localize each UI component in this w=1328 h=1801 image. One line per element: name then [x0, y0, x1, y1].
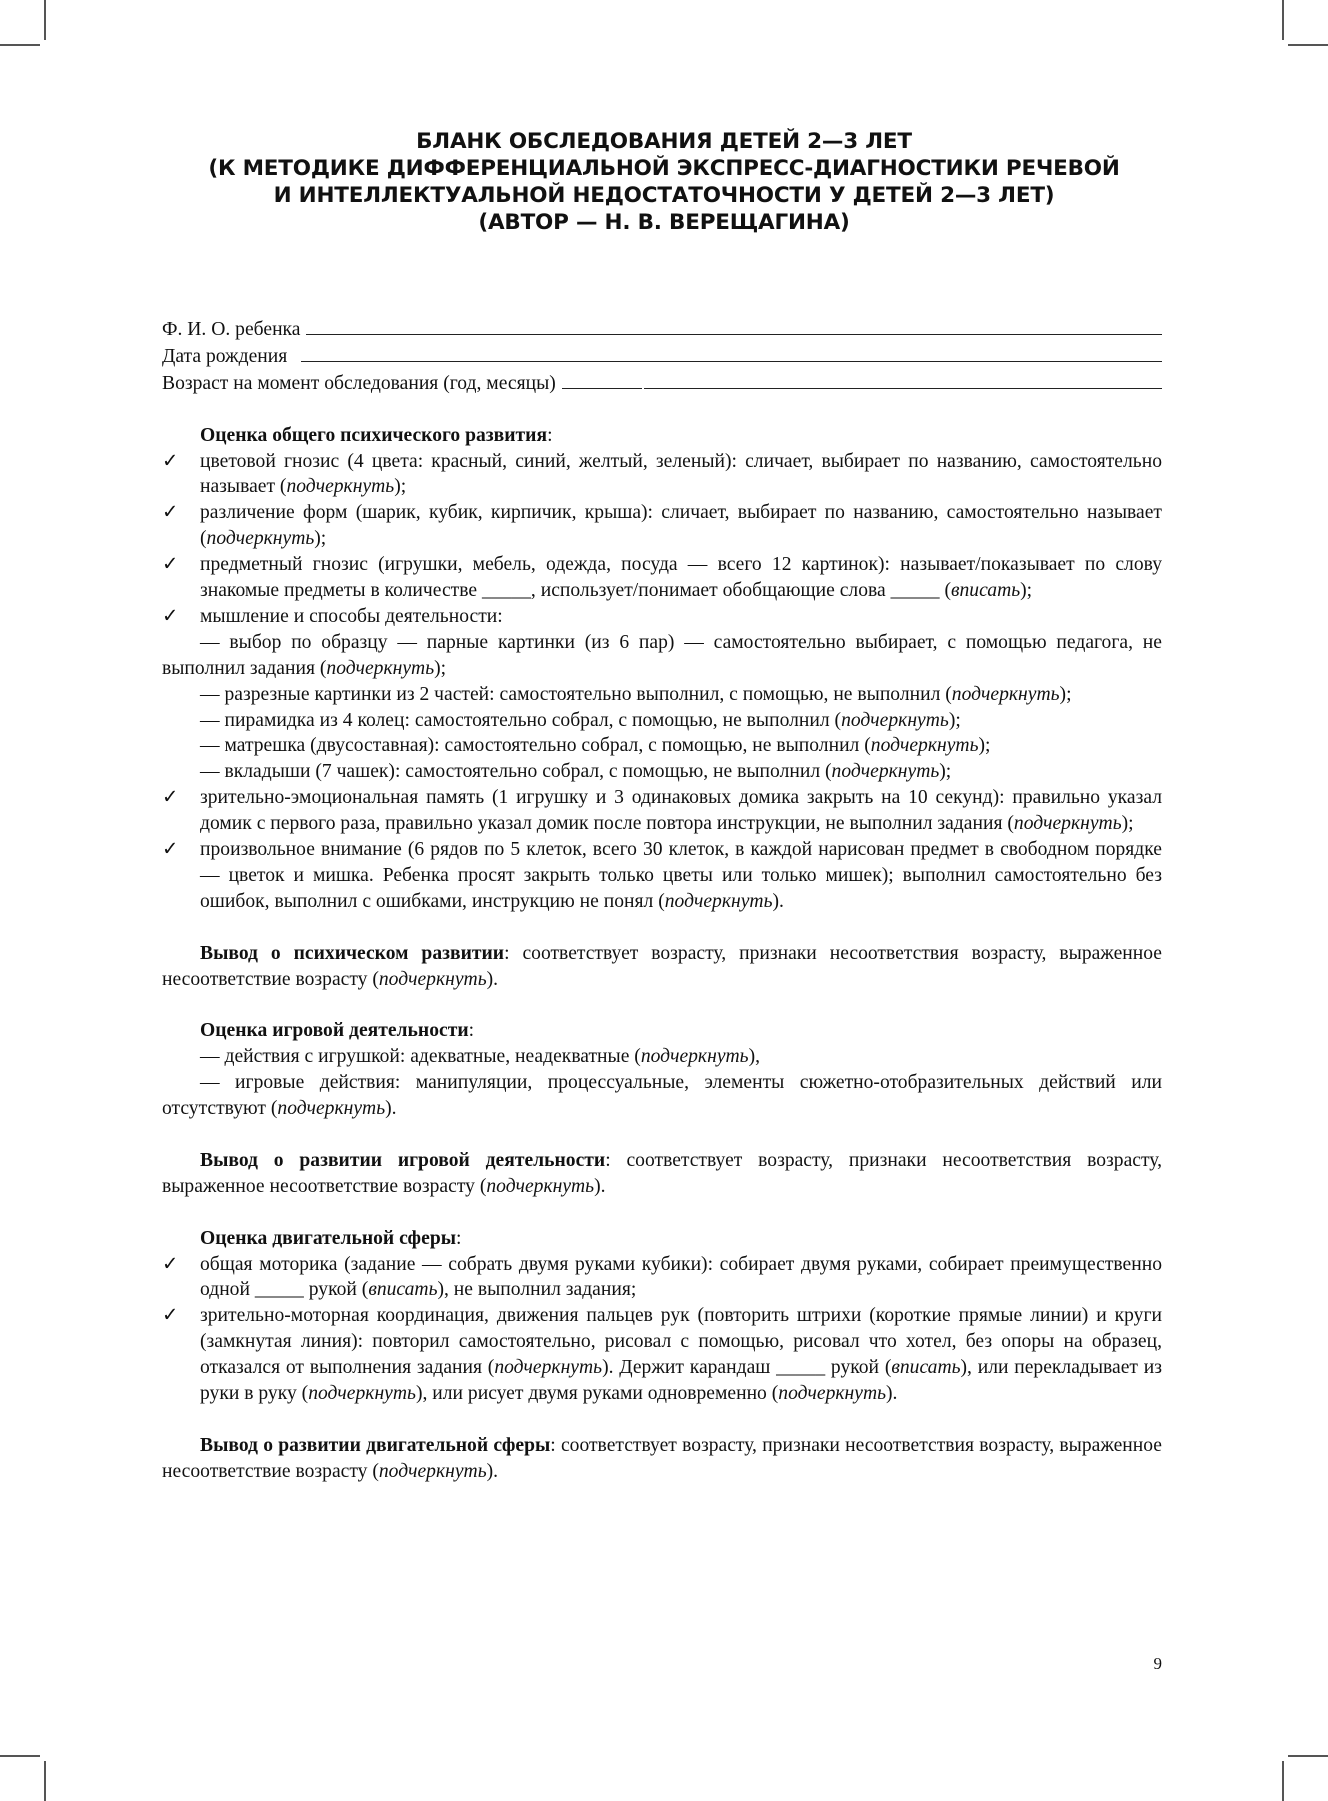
conclusion-paragraph: Вывод о развитии игровой деятельности: соответствует возрасту, признаки несоответствия возрасту, выраженное несоответствие возрасту (подчеркнуть). — [162, 1149, 1162, 1197]
list-item: ✓ цветовой гнозис (4 цвета: красный, синий, желтый, зеленый): сличает, выбирает по названию, самостоятельно называет (подчеркнуть); — [162, 450, 1162, 498]
item-text: ), не выполнил задания; — [437, 1279, 637, 1301]
conclusion-text: : соответствует возрасту, признаки несоответствия возрасту, выраженное несоответствие возрасту ( — [162, 1434, 1162, 1482]
item-text: — матрешка (двусоставная): самостоятельно собрал, с помощью, не выполнил ( — [200, 735, 871, 757]
item-text: — игровые действия: манипуляции, процессуальные, элементы сюжетно-отобразительных действий или отсутствуют ( — [162, 1072, 1162, 1120]
instruction: подчеркнуть — [664, 890, 773, 912]
play-heading: Оценка игровой деятельности — [200, 1020, 469, 1042]
sub-item: — пирамидка из 4 колец: самостоятельно собрал, с помощью, не выполнил (подчеркнуть); — [200, 709, 961, 731]
age-line-months[interactable] — [644, 370, 1162, 389]
list-item: ✓ предметный гнозис (игрушки, мебель, одежда, посуда — всего 12 картинок): называет/показывает по слову знакомые предметы в количестве _____, использует/понимает обобщающие слова _____ (вписать); — [162, 554, 1162, 602]
instruction: подчеркнуть — [1013, 813, 1122, 835]
instruction: подчеркнуть — [308, 1383, 416, 1405]
item-text: ), или рисует двумя руками одновременно ( — [415, 1383, 779, 1405]
conclusion-heading: Вывод о развитии игровой деятельности — [200, 1149, 606, 1171]
check-icon: ✓ — [162, 450, 179, 472]
mental-heading: Оценка общего психического развития — [200, 424, 548, 446]
crop-mark — [0, 1755, 40, 1757]
age-line-years[interactable] — [562, 370, 642, 389]
item-text: различение форм (шарик, кубик, кирпичик, крыша): сличает, выбирает по названию, самостоятельно называет ( — [200, 502, 1162, 550]
list-item: ✓ произвольное внимание (6 рядов по 5 клеток, всего 30 клеток, в каждой нарисован предмет в свободном порядке — цветок и мишка. Ребенка просят закрыть только цветы или только мишек); выполнил самостоятельно без ошибок, выполнил с ошибками, инструкцию не понял (подчеркнуть). — [162, 839, 1162, 912]
crop-mark — [44, 1761, 46, 1801]
item-text: — выбор по образцу — парные картинки (из 6 пар) — самостоятельно выбирает, с помощью педагога, не выполнил задания ( — [162, 631, 1162, 679]
list-item: ✓ зрительно-эмоциональная память (1 игрушку и 3 одинаковых домика закрыть на 10 секунд): правильно указал домик с первого раза, правильно указал домик после повтора инструкции, не выполнил задания (подчеркнуть); — [162, 787, 1162, 835]
age-field[interactable] — [162, 370, 1162, 397]
birth-date-line[interactable] — [301, 343, 1162, 362]
conclusion-paragraph: Вывод о психическом развитии: соответствует возрасту, признаки несоответствия возрасту, выраженное несоответствие возрасту (подчеркнуть). — [162, 942, 1162, 990]
section-heading: Оценка игровой деятельности: — [200, 1020, 475, 1042]
age-label: Возраст на момент обследования (год, месяцы) — [162, 372, 556, 394]
instruction: подчеркнуть — [831, 761, 940, 783]
item-text: ), или перекладывает из руки в руку ( — [200, 1357, 1162, 1405]
crop-mark — [0, 44, 40, 46]
birth-date-field[interactable] — [162, 343, 1162, 370]
item-text: зрительно-эмоциональная память (1 игрушку и 3 одинаковых домика закрыть на 10 секунд): правильно указал домик с первого раза, правильно указал домик после повтора инструкции, не выполнил задания ( — [200, 787, 1162, 835]
page-number: 9 — [1153, 1654, 1162, 1673]
instruction: подчеркнуть — [378, 968, 487, 990]
sub-item: — разрезные картинки из 2 частей: самостоятельно выполнил, с помощью, не выполнил (подчеркнуть); — [200, 683, 1072, 705]
instruction: вписать — [368, 1279, 438, 1301]
crop-mark — [1288, 1755, 1328, 1757]
child-name-line[interactable] — [306, 316, 1162, 335]
motor-heading: Оценка двигательной сферы — [200, 1227, 457, 1249]
instruction: подчеркнуть — [841, 709, 949, 731]
instruction: подчеркнуть — [326, 657, 435, 679]
instruction: подчеркнуть — [870, 735, 979, 757]
list-item — [162, 1252, 1162, 1304]
list-item: ✓ различение форм (шарик, кубик, кирпичик, крыша): сличает, выбирает по названию, самостоятельно называет (подчеркнуть); — [162, 502, 1162, 550]
instruction: подчеркнуть — [486, 1175, 595, 1197]
check-icon: ✓ — [162, 839, 179, 861]
instruction: вписать — [950, 580, 1021, 602]
conclusion-text: : соответствует возрасту, признаки несоответствия возрасту, выраженное несоответствие возрасту ( — [162, 942, 1162, 990]
item-text: — вкладыши (7 чашек): самостоятельно собрал, с помощью, не выполнил ( — [200, 761, 832, 783]
sub-item: — матрешка (двусоставная): самостоятельно собрал, с помощью, не выполнил (подчеркнуть); — [200, 735, 991, 757]
birth-date-label: Дата рождения — [162, 345, 288, 367]
instruction: подчеркнуть — [378, 1460, 487, 1482]
crop-mark — [1288, 44, 1328, 46]
instruction: подчеркнуть — [951, 683, 1060, 705]
check-icon: ✓ — [162, 1305, 179, 1327]
section-heading: Оценка двигательной сферы: — [200, 1227, 462, 1249]
item-text: зрительно-моторная координация, движения пальцев рук (повторить штрихи (короткие прямые линии) и круги (замкнутая линия): повторил самостоятельно, рисовал с помощью, рисовал что хотел, без опоры на образец, отказался от выполнения задания ( — [200, 1305, 1162, 1379]
crop-mark — [1282, 1761, 1284, 1801]
title-line: (АВТОР — Н. В. ВЕРЕЩАГИНА) — [478, 210, 850, 235]
form-body — [162, 316, 1162, 1485]
sub-item: — игровые действия: манипуляции, процессуальные, элементы сюжетно-отобразительных действий или отсутствуют (подчеркнуть). — [162, 1072, 1162, 1120]
item-text: цветовой гнозис (4 цвета: красный, синий, желтый, зеленый): сличает, выбирает по названию, самостоятельно называет ( — [200, 450, 1162, 498]
item-text: — пирамидка из 4 колец: самостоятельно собрал, с помощью, не выполнил ( — [200, 709, 842, 731]
check-icon: ✓ — [162, 605, 179, 627]
instruction: подчеркнуть — [277, 1098, 386, 1120]
conclusion-paragraph: Вывод о развитии двигательной сферы: соответствует возрасту, признаки несоответствия возрасту, выраженное несоответствие возрасту (подчеркнуть). — [162, 1434, 1162, 1482]
item-text: произвольное внимание (6 рядов по 5 клеток, всего 30 клеток, в каждой нарисован предмет в свободном порядке — цветок и мишка. Ребенка просят закрыть только цветы или только мишек); выполнил самостоятельно без ошибок, выполнил с ошибками, инструкцию не понял ( — [200, 839, 1162, 912]
crop-mark — [1282, 0, 1284, 40]
list-item: ✓ зрительно-моторная координация, движения пальцев рук (повторить штрихи (короткие прямые линии) и круги (замкнутая линия): повторил самостоятельно, рисовал с помощью, рисовал что хотел, без опоры на образец, отказался от выполнения задания (подчеркнуть). Держит карандаш _____ рукой (вписать), или перекладывает из руки в руку (подчеркнуть), или рисует двумя руками одновременно (подчеркнуть). — [162, 1305, 1162, 1405]
sub-item: — вкладыши (7 чашек): самостоятельно собрал, с помощью, не выполнил (подчеркнуть); — [200, 761, 952, 783]
conclusion-heading: Вывод о развитии двигательной сферы — [200, 1434, 551, 1456]
page-title — [200, 128, 1128, 236]
title-line: БЛАНК ОБСЛЕДОВАНИЯ ДЕТЕЙ 2—3 ЛЕТ — [416, 129, 912, 154]
check-icon: ✓ — [162, 787, 179, 809]
child-name-label: Ф. И. О. ребенка — [162, 319, 301, 340]
item-text: ). Держит карандаш _____ рукой ( — [602, 1357, 892, 1379]
instruction: подчеркнуть — [206, 528, 315, 550]
title-line: (К МЕТОДИКЕ ДИФФЕРЕНЦИАЛЬНОЙ ЭКСПРЕСС-ДИАГНОСТИКИ РЕЧЕВОЙ — [208, 156, 1120, 181]
check-icon: ✓ — [162, 1253, 179, 1275]
sub-item: — выбор по образцу — парные картинки (из 6 пар) — самостоятельно выбирает, с помощью педагога, не выполнил задания (подчеркнуть); — [162, 631, 1162, 679]
title-line: И ИНТЕЛЛЕКТУАЛЬНОЙ НЕДОСТАТОЧНОСТИ У ДЕТЕЙ 2—3 ЛЕТ) — [273, 183, 1055, 208]
instruction: подчеркнуть — [286, 476, 395, 498]
item-text: — действия с игрушкой: адекватные, неадекватные ( — [200, 1046, 641, 1068]
check-icon: ✓ — [162, 502, 179, 524]
item-text: — разрезные картинки из 2 частей: самостоятельно выполнил, с помощью, не выполнил ( — [200, 683, 952, 705]
conclusion-text: : соответствует возрасту, признаки несоответствия возрасту, выраженное несоответствие возрасту ( — [162, 1149, 1162, 1197]
sub-item: — действия с игрушкой: адекватные, неадекватные (подчеркнуть), — [200, 1046, 761, 1068]
crop-mark — [44, 0, 46, 40]
check-icon: ✓ — [162, 554, 179, 576]
child-name-field[interactable] — [162, 316, 1162, 343]
conclusion-heading: Вывод о психическом развитии — [200, 942, 505, 964]
section-heading: Оценка общего психического развития: — [200, 424, 553, 446]
item-text: мышление и способы деятельности: — [200, 605, 503, 627]
item-text: предметный гнозис (игрушки, мебель, одежда, посуда — всего 12 картинок): называет/показывает по слову знакомые предметы в количестве _____, использует/понимает обобщающие слова _____ ( — [200, 554, 1162, 602]
instruction: подчеркнуть — [640, 1046, 749, 1068]
list-item — [162, 604, 1162, 630]
item-text: общая моторика (задание — собрать двумя руками кубики): собирает двумя руками, собирает преимущественно одной _____ рукой ( — [200, 1253, 1162, 1301]
instruction: вписать — [891, 1357, 961, 1379]
instruction: подчеркнуть — [778, 1383, 887, 1405]
instruction: подчеркнуть — [494, 1357, 603, 1379]
